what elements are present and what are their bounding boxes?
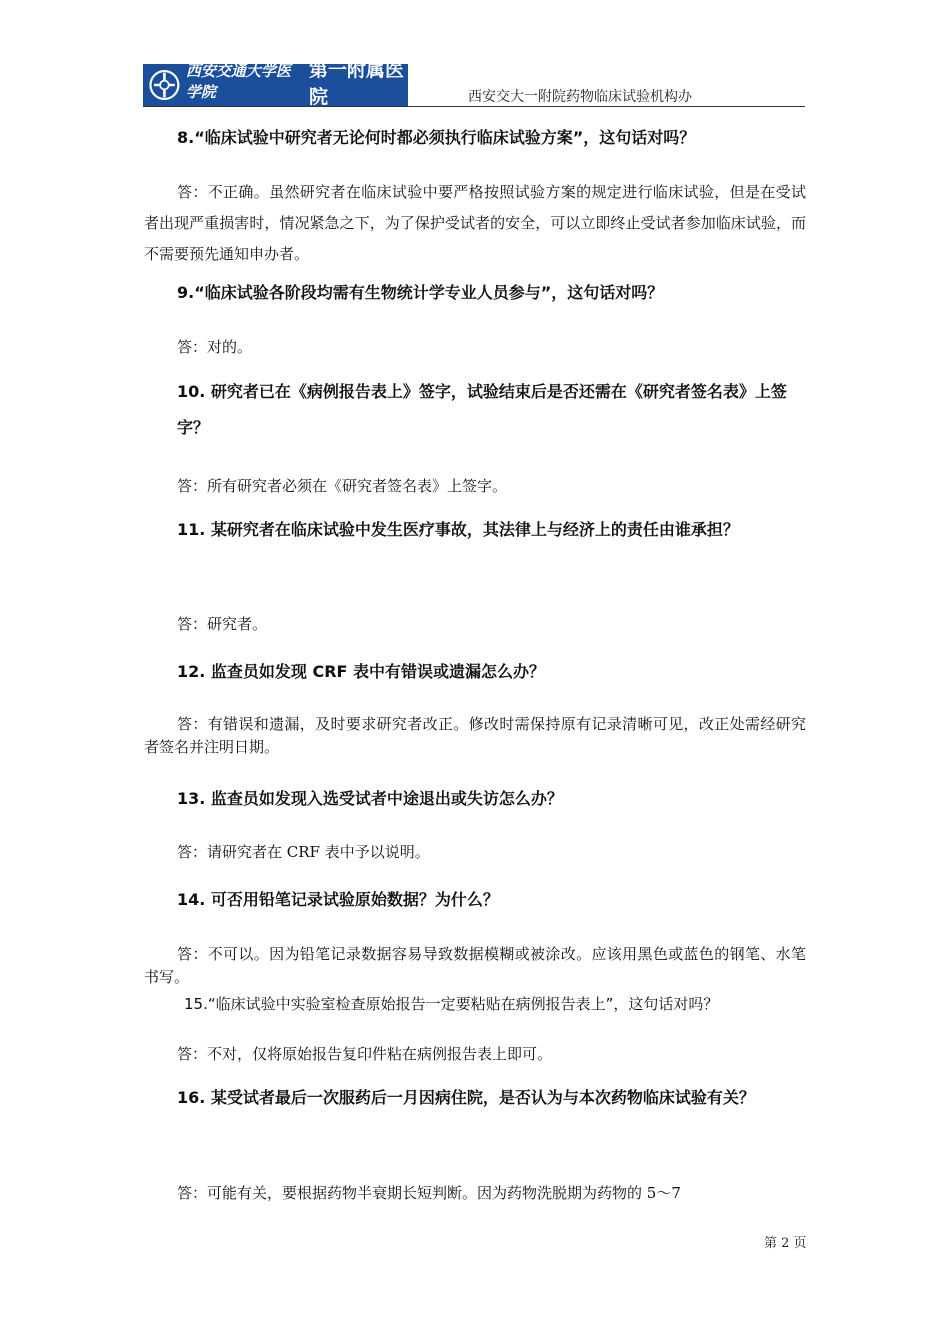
answer-12: 答：有错误和遗漏，及时要求研究者改正。修改时需保持原有记录清晰可见，改正处需经研究者签名并注明日期。 xyxy=(144,715,806,756)
answer-9: 答：对的。 xyxy=(177,338,253,356)
logo-school-name: 西安交通大学医学院 xyxy=(185,61,291,101)
question-11: 11. 某研究者在临床试验中发生医疗事故，其法律上与经济上的责任由谁承担？ xyxy=(177,520,739,539)
answer-13: 答：请研究者在 CRF 表中予以说明。 xyxy=(177,843,430,861)
answer-10: 答：所有研究者必须在《研究者签名表》上签字。 xyxy=(177,477,508,495)
question-12: 12. 监查员如发现 CRF 表中有错误或遗漏怎么办？ xyxy=(177,662,546,681)
answer-15: 答：不对，仅将原始报告复印件粘在病例报告表上即可。 xyxy=(177,1045,553,1063)
question-8: 8.“临床试验中研究者无论何时都必须执行临床试验方案”，这句话对吗？ xyxy=(177,128,696,147)
question-10: 10. 研究者已在《病例报告表上》签字，试验结束后是否还需在《研究者签名表》上签字？ xyxy=(177,382,787,437)
header-office-name: 西安交大一附院药物临床试验机构办 xyxy=(468,89,692,105)
question-15: 15.“临床试验中实验室检查原始报告一定要粘贴在病例报告表上”，这句话对吗？ xyxy=(184,995,719,1013)
answer-11: 答：研究者。 xyxy=(177,615,268,633)
page-number: 第 2 页 xyxy=(764,1236,807,1251)
answer-8: 答：不正确。虽然研究者在临床试验中要严格按照试验方案的规定进行临床试验，但是在受试者出现严重损害时，情况紧急之下，为了保护受试者的安全，可以立即终止受试者参加临床试验，而不需要预先通知申办者。 xyxy=(144,183,806,263)
hospital-logo xyxy=(143,58,408,116)
logo-hospital-name: 第一附属医院 xyxy=(309,58,405,108)
question-9: 9.“临床试验各阶段均需有生物统计学专业人员参与”，这句话对吗？ xyxy=(177,283,664,302)
emblem-icon xyxy=(147,66,182,104)
answer-14: 答：不可以。因为铅笔记录数据容易导致数据模糊或被涂改。应该用黑色或蓝色的钢笔、水笔书写。 xyxy=(144,945,806,986)
logo-english-name: FIRST AFFILIATED HOSPITAL OF MEDICAL COLLEGE OF XI'AN JIAOTONG UNIVERSITY xyxy=(185,109,401,116)
question-16: 16. 某受试者最后一次服药后一月因病住院，是否认为与本次药物临床试验有关？ xyxy=(177,1088,755,1107)
answer-16: 答：可能有关，要根据药物半衰期长短判断。因为药物洗脱期为药物的 5～7 xyxy=(177,1184,681,1202)
question-14: 14. 可否用铅笔记录试验原始数据？为什么？ xyxy=(177,890,499,909)
header-divider xyxy=(143,106,805,107)
question-13: 13. 监查员如发现入选受试者中途退出或失访怎么办？ xyxy=(177,789,563,808)
